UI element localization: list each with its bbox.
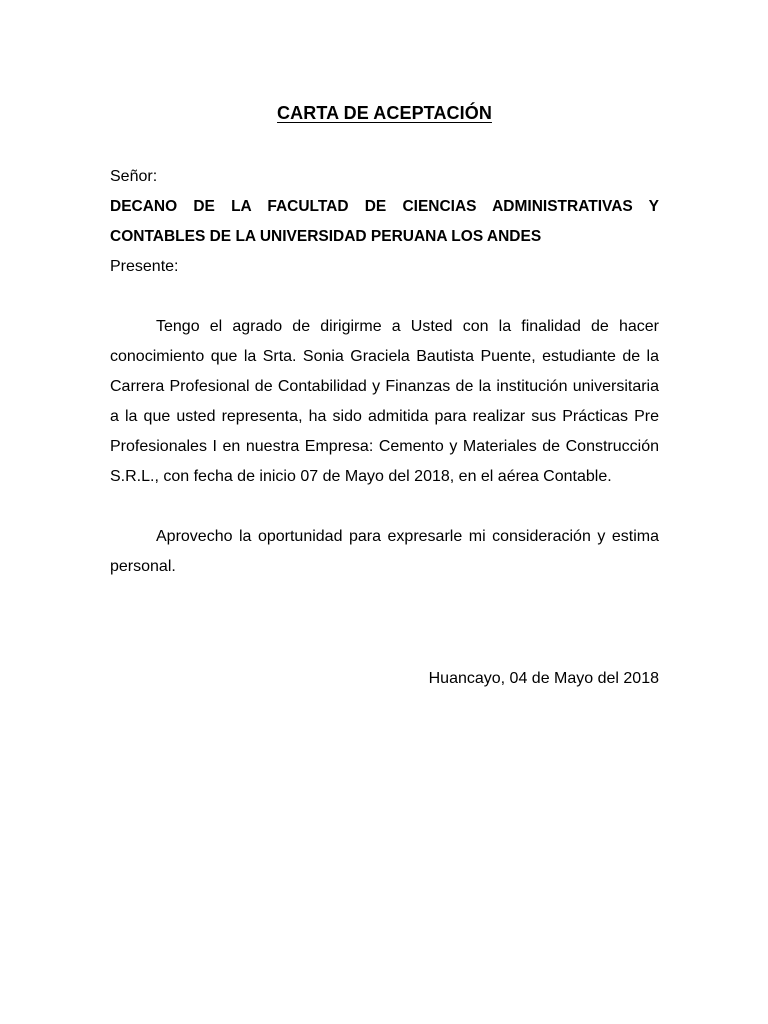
letter-body (110, 98, 659, 694)
paragraph-closing: Aprovecho la oportunidad para expresarle mi consideración y estima personal. (110, 528, 659, 575)
letter-title: CARTA DE ACEPTACIÓN (277, 103, 492, 123)
place-date: Huancayo, 04 de Mayo del 2018 (428, 670, 659, 687)
salutation: Señor: (110, 168, 158, 185)
addressee: DECANO DE LA FACULTAD DE CIENCIAS ADMINISTRATIVAS Y CONTABLES DE LA UNIVERSIDAD PERUANA LOS ANDES (110, 198, 659, 245)
presente-line: Presente: (110, 258, 179, 275)
paragraph-acceptance: Tengo el agrado de dirigirme a Usted con la finalidad de hacer conocimiento que la Srta. Sonia Graciela Bautista Puente, estudiante de la Carrera Profesional de Contabilidad y Finanzas de la institución universitaria a la que usted representa, ha sido admitida para realizar sus Prácticas Pre Profesionales I en nuestra Empresa: Cemento y Materiales de Construcción S.R.L., con fecha de inicio 07 de Mayo del 2018, en el aérea Contable. (110, 318, 659, 485)
